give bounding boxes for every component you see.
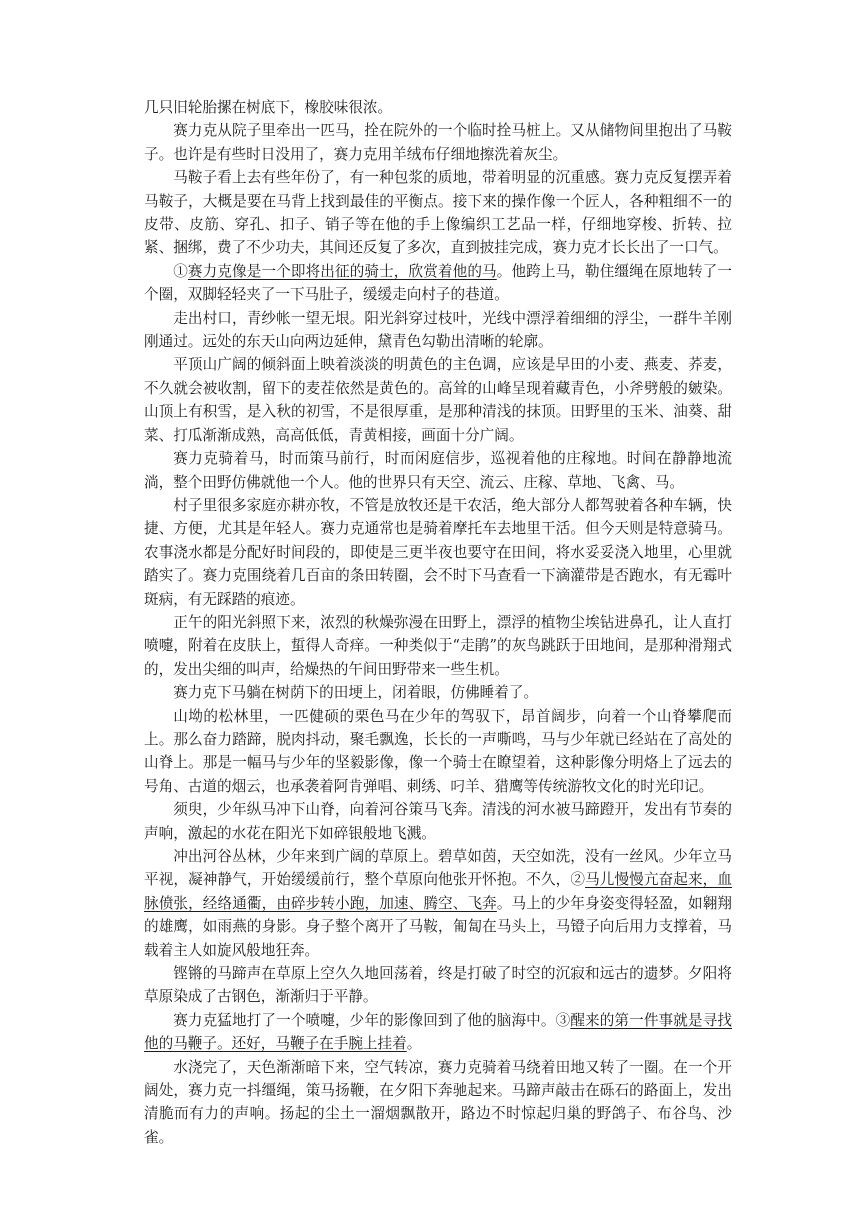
paragraph-15: 赛力克猛地打了一个喷嚏，少年的影像回到了他的脑海中。③醒来的第一件事就是寻找他的马鞭子。还好，马鞭子在手腕上挂着。 [144, 1011, 732, 1053]
paragraph-11: 山坳的松林里，一匹健硕的栗色马在少年的驾驭下，昂首阔步，向着一个山脊攀爬而上。那么奋力踏蹄，脱肉抖动，聚毛飘逸，长长的一声嘶鸣，马与少年就已经站在了高处的山脊上。那是一幅马与少年的坚毅影像，像一个骑士在瞭望着，这种影像分明烙上了远去的号角、古道的烟云，也承袭着阿肯弹唱、刺绣、叼羊、猎鹰等传统游牧文化的时光印记。 [144, 707, 732, 795]
paragraph-4: ①赛力克像是一个即将出征的骑士，欣赏着他的马。他跨上马，勒住缰绳在原地转了一个圈，双脚轻轻夹了一下马肚子，缓缓走向村子的巷道。 [144, 262, 732, 304]
paragraph-1: 几只旧轮胎摞在树底下，橡胶味很浓。 [144, 99, 393, 116]
paragraph-5: 走出村口，青纱帐一望无垠。阳光斜穿过枝叶，光线中漂浮着细细的浮尘，一群牛羊刚刚通过。远处的东天山向两边延伸，黛青色勾勒出清晰的轮廓。 [144, 309, 732, 351]
paragraph-3: 马鞍子看上去有些年份了，有一种包浆的质地，带着明显的沉重感。赛力克反复摆弄着马鞍子，大概是要在马背上找到最佳的平衡点。接下来的操作像一个匠人，各种粗细不一的皮带、皮筋、穿孔、扣子、销子等在他的手上像编织工艺品一样，仔细地穿梭、折转、拉紧、捆绑，费了不少功夫，其间还反复了多次，直到披挂完成，赛力克才长长出了一口气。 [144, 169, 732, 257]
underlined-sentence-2: 马儿慢慢亢奋起来，血脉偾张，经络通衢，由碎步转小跑，加速、腾空、飞奔 [144, 871, 732, 912]
paragraph-8: 村子里很多家庭亦耕亦牧，不管是放牧还是干农活，绝大部分人都驾驶着各种车辆，快捷、方便，尤其是年轻人。赛力克通常也是骑着摩托车去地里干活。但今天则是特意骑马。农事浇水都是分配好时间段的，即使是三更半夜也要守在田间，将水妥妥浇入地里，心里就踏实了。赛力克围绕着几百亩的条田转圈，会不时下马查看一下滴灌带是否跑水，有无霉叶斑病，有无踩踏的痕迹。 [144, 496, 732, 608]
paragraph-13: 冲出河谷丛林，少年来到广阔的草原上。碧草如茵，天空如洗，没有一丝风。少年立马平视，凝神静气，开始缓缓前行，整个草原向他张开怀抱。不久，②马儿慢慢亢奋起来，血脉偾张，经络通衢，由碎步转小跑，加速、腾空、飞奔。马上的少年身姿变得轻盈，如翱翔的雄鹰，如雨燕的身影。身子整个离开了马鞍，匍匐在马头上，马镫子向后用力支撑着，马载着主人如旋风般地狂奔。 [144, 848, 732, 959]
marker-1: ① [173, 262, 188, 280]
article-body [144, 96, 732, 1149]
underlined-sentence-3: 醒来的第一件事就是寻找他的马鞭子。还好，马鞭子在手腕上挂着 [144, 1011, 732, 1053]
paragraph-14: 铿锵的马蹄声在草原上空久久地回荡着，终是打破了时空的沉寂和远古的遗梦。夕阳将草原染成了古钢色，渐渐归于平静。 [144, 965, 732, 1006]
paragraph-16: 水浇完了，天色渐渐暗下来，空气转凉，赛力克骑着马绕着田地又转了一圈。在一个开阔处，赛力克一抖缰绳，策马扬鞭，在夕阳下奔驰起来。马蹄声敲击在砾石的路面上，发出清脆而有力的声响。扬起的尘土一溜烟飘散开，路边不时惊起归巢的野鸽子、布谷鸟、沙雀。 [144, 1058, 732, 1146]
paragraph-2: 赛力克从院子里牵出一匹马，拴在院外的一个临时拴马桩上。又从储物间里抱出了马鞍子。也许是有些时日没用了，赛力克用羊绒布仔细地擦洗着灰尘。 [144, 122, 732, 163]
paragraph-6: 平顶山广阔的倾斜面上映着淡淡的明黄色的主色调，应该是早田的小麦、燕麦、荞麦，不久就会被收割，留下的麦茬依然是黄色的。高耸的山峰呈现着藏青色，小斧劈般的皴染。山顶上有积雪，是入秋的初雪，不是很厚重，是那种清浅的抹顶。田野里的玉米、油葵、甜菜、打瓜渐渐成熟，高高低低，青黄相接，画面十分广阔。 [144, 356, 732, 444]
paragraph-10: 赛力克下马躺在树荫下的田埂上，闭着眼，仿佛睡着了。 [173, 684, 539, 702]
paragraph-7: 赛力克骑着马，时而策马前行，时而闲庭信步，巡视着他的庄稼地。时间在静静地流淌，整个田野仿佛就他一个人。他的世界只有天空、流云、庄稼、草地、飞禽、马。 [144, 450, 732, 491]
paragraph-9: 正午的阳光斜照下来，浓烈的秋燥弥漫在田野上，漂浮的植物尘埃钻进鼻孔，让人直打喷嚏，附着在皮肤上，蜇得人奇痒。一种类似于“走鹃”的灰鸟跳跃于田地间，是那种滑翔式的，发出尖细的叫声，给燥热的午间田野带来一些生机。 [144, 613, 732, 678]
underlined-sentence-1: 赛力克像是一个即将出征的骑士，欣赏着他的马 [187, 262, 497, 280]
paragraph-12: 须臾，少年纵马冲下山脊，向着河谷策马飞奔。清浅的河水被马蹄蹬开，发出有节奏的声响，激起的水花在阳光下如碎银般地飞溅。 [144, 801, 732, 842]
